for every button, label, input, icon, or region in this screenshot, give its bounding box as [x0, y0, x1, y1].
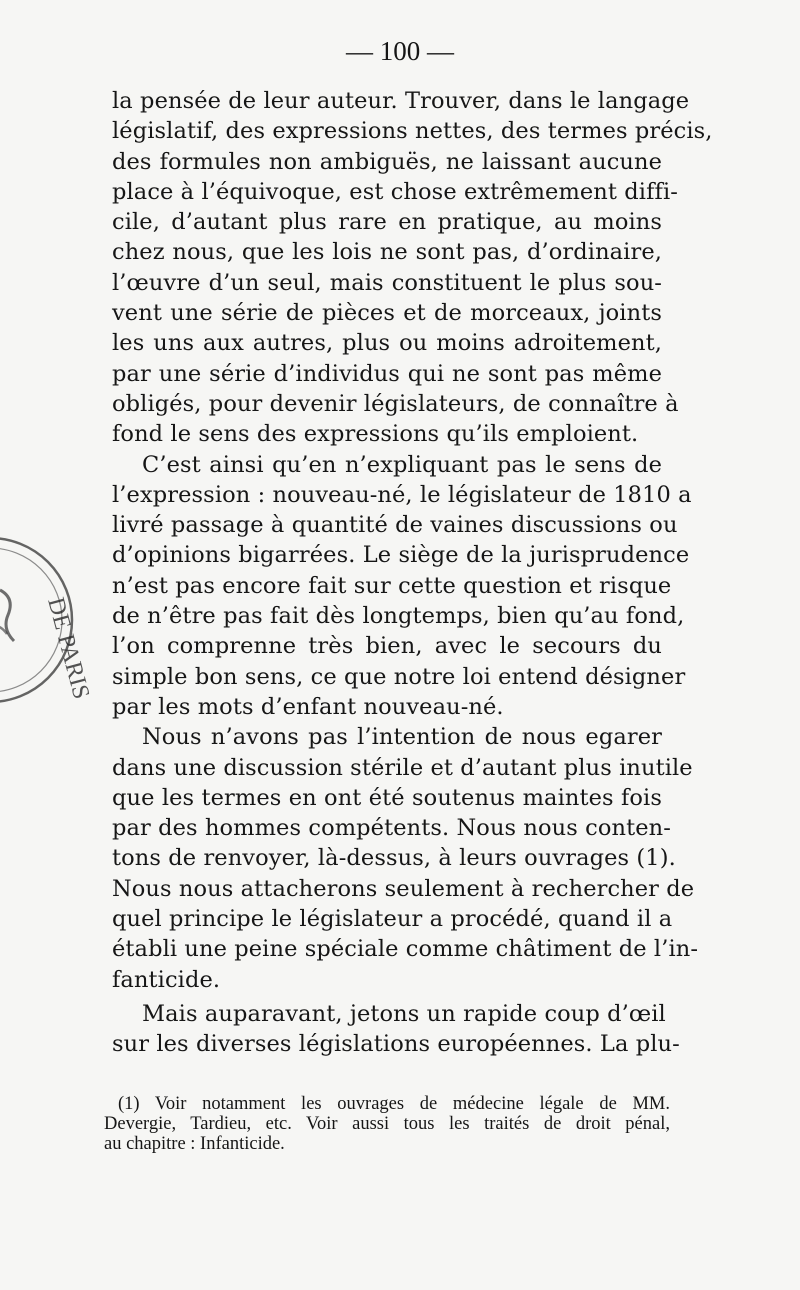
text-line: que les termes en ont été soutenus maintes fois: [112, 784, 662, 811]
text-line: fond le sens des expressions qu’ils emploient.: [112, 421, 639, 448]
footnote: [104, 1094, 670, 1154]
text-line: les uns aux autres, plus ou moins adroitement,: [112, 330, 662, 357]
text-line: chez nous, que les lois ne sont pas, d’ordinaire,: [112, 239, 662, 266]
text-line: la pensée de leur auteur. Trouver, dans le langage: [112, 88, 690, 114]
text-line: de n’être pas fait dès longtemps, bien qu’au fond,: [112, 603, 685, 630]
text-line: dans une discussion stérile et d’autant plus inutile: [112, 754, 693, 781]
text-line: par les mots d’enfant nouveau-né.: [112, 693, 504, 720]
paragraph-1: [112, 86, 713, 450]
text-line: l’expression : nouveau-né, le législateur de 1810 a: [112, 481, 692, 508]
text-line: place à l’équivoque, est chose extrêmement diffi-: [112, 178, 678, 205]
text-line: Mais auparavant, jetons un rapide coup d’œil: [142, 1000, 666, 1027]
text-line: obligés, pour devenir législateurs, de connaître à: [112, 390, 679, 417]
page-number: — 100 —: [346, 36, 454, 66]
text-line: l’œuvre d’un seul, mais constituent le plus sou-: [112, 269, 662, 296]
footnote-line: (1) Voir notamment les ouvrages de médecine légale de MM.: [118, 1094, 670, 1114]
text-line: quel principe le législateur a procédé, quand il a: [112, 906, 673, 933]
text-line: tons de renvoyer, là-dessus, à leurs ouvrages (1).: [112, 845, 676, 872]
text-line: sur les diverses législations européennes. La plu-: [112, 1031, 680, 1058]
text-line: par des hommes compétents. Nous nous conten-: [112, 815, 671, 842]
text-line: Nous nous attacherons seulement à rechercher de: [112, 875, 695, 902]
text-line: C’est ainsi qu’en n’expliquant pas le sens de: [142, 451, 662, 478]
footnote-line: au chapitre : Infanticide.: [104, 1134, 285, 1154]
library-stamp: [0, 520, 90, 720]
text-line: cile, d’autant plus rare en pratique, au moins: [112, 209, 662, 236]
text-line: fanticide.: [112, 966, 221, 993]
text-line: l’on comprenne très bien, avec le secours du: [112, 633, 662, 660]
text-line: livré passage à quantité de vaines discussions ou: [112, 512, 678, 539]
text-line: des formules non ambiguës, ne laissant aucune: [112, 148, 662, 175]
text-line: Nous n’avons pas l’intention de nous egarer: [142, 724, 662, 751]
main-text: [112, 86, 713, 1060]
paragraph-2: [112, 450, 692, 723]
paragraph-3: [112, 722, 699, 995]
text-line: d’opinions bigarrées. Le siège de la jurisprudence: [112, 542, 690, 569]
text-line: vent une série de pièces et de morceaux, joints: [112, 300, 662, 327]
svg-text:DE PARIS: DE PARIS: [42, 594, 90, 702]
text-line: législatif, des expressions nettes, des termes précis,: [112, 118, 713, 145]
footnote-line: Devergie, Tardieu, etc. Voir aussi tous les traités de droit pénal,: [104, 1114, 670, 1134]
text-line: simple bon sens, ce que notre loi entend désigner: [112, 663, 686, 690]
text-line: n’est pas encore fait sur cette question et risque: [112, 572, 672, 599]
text-line: par une série d’individus qui ne sont pas même: [112, 360, 662, 387]
paragraph-4: [112, 999, 680, 1060]
text-line: établi une peine spéciale comme châtiment de l’in-: [112, 936, 699, 963]
